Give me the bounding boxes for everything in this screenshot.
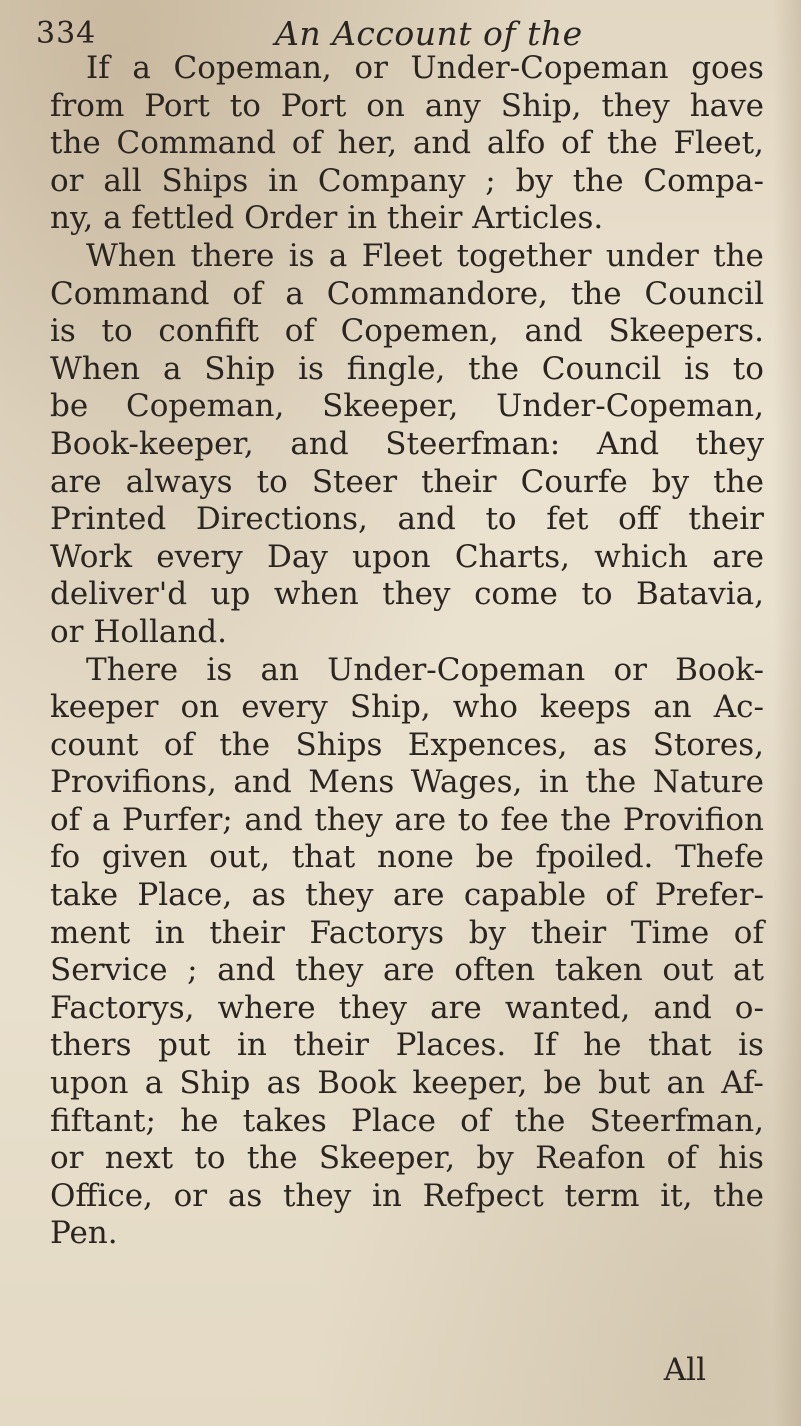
word: and: [290, 425, 349, 462]
word: deliver'd: [50, 576, 188, 613]
text-line: [50, 276, 764, 314]
word: Skeepers.: [608, 313, 764, 350]
word: alfo: [486, 125, 546, 162]
word: up: [210, 576, 251, 613]
word: as: [592, 726, 628, 763]
page-edge-shadow: [773, 0, 801, 1426]
word: as: [251, 877, 286, 914]
word: fingle,: [346, 350, 446, 387]
word: is: [298, 350, 324, 387]
text-line: [50, 1027, 764, 1065]
word: Council: [644, 275, 764, 312]
word: to: [732, 350, 764, 387]
word: of: [284, 313, 315, 350]
word: a: [285, 275, 304, 312]
word: or: [50, 1140, 84, 1177]
word: Ship: [179, 1065, 251, 1102]
word: If: [532, 1027, 557, 1064]
word: keeper,: [412, 1065, 528, 1102]
word: an: [260, 651, 299, 688]
word: off: [618, 501, 659, 538]
word: the: [246, 1140, 298, 1177]
word: If: [86, 50, 110, 86]
word: of: [232, 275, 263, 312]
word: Copemen,: [340, 313, 499, 350]
word: and: [653, 989, 712, 1026]
word: they: [382, 576, 451, 613]
word: given: [101, 839, 188, 876]
word: Charts,: [454, 538, 571, 575]
word: Port: [144, 87, 210, 124]
word: Expences,: [407, 726, 568, 763]
word: their: [209, 914, 285, 951]
word: to: [101, 313, 133, 350]
word: the: [468, 350, 519, 387]
text-line: [50, 952, 764, 990]
word: or: [50, 162, 84, 199]
word: Mens: [308, 764, 395, 801]
word: goes: [691, 50, 764, 86]
word: Courfe: [520, 463, 628, 500]
text-line: [50, 877, 764, 915]
word: Ships: [295, 726, 383, 763]
word: her,: [337, 125, 398, 162]
word: Ship: [204, 350, 276, 387]
word: are: [382, 952, 435, 989]
word: of: [460, 1102, 491, 1139]
word: is: [738, 1027, 764, 1064]
word: on: [366, 87, 405, 124]
text-line: [50, 1140, 764, 1178]
word: the: [713, 463, 764, 500]
word: Printed: [50, 501, 167, 538]
word: to: [194, 1140, 226, 1177]
word: When: [50, 350, 141, 387]
word: be: [475, 839, 514, 876]
text-line: [50, 764, 764, 802]
text-line: [50, 501, 764, 539]
word: by: [476, 1140, 514, 1177]
word: that: [648, 1027, 712, 1064]
word: Place,: [137, 877, 233, 914]
word: are: [430, 989, 482, 1026]
word: he: [583, 1027, 622, 1064]
word: the: [50, 125, 101, 162]
word: and: [217, 952, 276, 989]
word: an: [666, 1065, 705, 1102]
text-line: [50, 689, 764, 727]
word: put: [158, 1027, 211, 1064]
text-line: [50, 990, 764, 1028]
word: is: [288, 237, 315, 274]
word: ;: [485, 162, 496, 199]
word: in: [154, 914, 185, 951]
word: the: [585, 764, 637, 801]
word: of: [163, 726, 194, 763]
word: every: [156, 538, 243, 575]
word: every: [241, 689, 328, 726]
word: but: [597, 1065, 651, 1102]
text-line: [50, 50, 764, 88]
word: are: [712, 538, 764, 575]
word: are: [50, 463, 102, 500]
word: in: [268, 162, 299, 199]
text-line: [50, 464, 764, 502]
word: Ship,: [349, 689, 431, 726]
word: of: [666, 1140, 697, 1177]
word: Factorys,: [50, 989, 195, 1026]
word: as: [227, 1177, 263, 1214]
word: the: [713, 237, 764, 274]
word: and: [397, 501, 456, 538]
word: is: [50, 313, 76, 350]
word: Book-keeper,: [50, 425, 254, 462]
word: Reafon: [535, 1140, 646, 1177]
text-line: [50, 88, 764, 126]
word: he: [180, 1102, 219, 1139]
word: to: [457, 801, 489, 838]
word: Stores,: [652, 726, 764, 763]
word: Office,: [50, 1177, 153, 1214]
word: a: [144, 1065, 164, 1102]
word: fpoiled.: [535, 839, 654, 876]
word: always: [125, 463, 233, 500]
word: a: [328, 237, 348, 274]
text-line: [50, 163, 764, 201]
word: the: [514, 1102, 566, 1139]
word: Fleet: [361, 237, 443, 274]
word: they: [601, 87, 670, 124]
word: keeps: [539, 689, 632, 726]
word: Af-: [721, 1065, 764, 1102]
word: Company: [317, 162, 466, 199]
word: And: [596, 425, 660, 462]
word: by: [468, 914, 507, 951]
word: next: [104, 1140, 174, 1177]
word: to: [485, 501, 517, 538]
text-line: [50, 576, 764, 614]
word: or: [354, 50, 388, 86]
word: an: [653, 689, 692, 726]
text-line: [50, 1065, 764, 1103]
word: Book: [317, 1065, 397, 1102]
word: Provifion: [622, 801, 764, 838]
word: and: [524, 313, 583, 350]
word: When: [86, 237, 177, 274]
word: Work: [50, 538, 133, 575]
word: and: [233, 764, 292, 801]
word: Thefe: [675, 839, 764, 876]
word: come: [474, 576, 558, 613]
word: Command: [116, 125, 276, 162]
word: are: [392, 877, 445, 914]
word: that: [291, 839, 356, 876]
word: Skeeper,: [322, 388, 459, 425]
text-line: [50, 238, 764, 276]
text-line: [50, 839, 764, 877]
word: in: [538, 764, 569, 801]
word: Under-Copeman: [327, 651, 586, 688]
word: Under-Copeman,: [496, 388, 764, 425]
word: Copeman,: [173, 50, 332, 86]
word: Ships: [161, 162, 249, 199]
word: Council: [541, 350, 662, 387]
word: their: [421, 463, 497, 500]
word: Nature: [652, 764, 764, 801]
word: in: [371, 1177, 402, 1214]
word: and: [244, 801, 303, 838]
word: they: [695, 425, 764, 462]
text-line: ny, a fettled Order in their Articles.: [50, 200, 604, 237]
text-line: [50, 727, 764, 765]
word: Ac-: [713, 689, 764, 726]
word: they: [314, 801, 383, 838]
word: term: [564, 1177, 640, 1214]
catchword: All: [663, 1352, 706, 1388]
word: and: [412, 125, 472, 162]
page-number: 334: [36, 16, 97, 51]
text-line: [50, 313, 764, 351]
word: it,: [660, 1177, 693, 1214]
word: who: [452, 689, 518, 726]
body-text: [50, 50, 764, 1253]
word: Compa-: [643, 162, 764, 199]
text-line: [50, 388, 764, 426]
word: of: [561, 125, 592, 162]
word: wanted,: [504, 989, 631, 1026]
word: Steerfman,: [589, 1102, 764, 1139]
word: in: [236, 1027, 267, 1064]
word: or: [613, 651, 647, 688]
word: when: [273, 576, 359, 613]
word: Refpect: [422, 1177, 544, 1214]
word: is: [206, 651, 233, 688]
word: which: [594, 538, 689, 575]
word: they: [282, 1177, 352, 1214]
word: the: [570, 275, 622, 312]
word: Provifions,: [50, 764, 217, 801]
word: confift: [158, 313, 259, 350]
word: Time: [630, 914, 710, 951]
word: Prefer-: [654, 877, 764, 914]
word: there: [190, 237, 275, 274]
text-line: [50, 1178, 764, 1216]
word: There: [86, 651, 179, 688]
text-line: [50, 426, 764, 464]
word: are: [394, 801, 447, 838]
word: count: [50, 726, 139, 763]
word: at: [733, 952, 764, 989]
word: Service: [50, 952, 168, 989]
text-line: Pen.: [50, 1215, 118, 1252]
word: Places.: [395, 1027, 507, 1064]
word: or: [173, 1177, 208, 1214]
word: they: [295, 952, 364, 989]
word: fee: [500, 801, 549, 838]
word: none: [376, 839, 454, 876]
word: Wages,: [410, 764, 523, 801]
word: they: [305, 877, 374, 914]
word: the: [713, 1177, 764, 1214]
word: be: [50, 388, 89, 425]
word: any: [424, 87, 481, 124]
word: as: [266, 1065, 301, 1102]
word: on: [180, 689, 220, 726]
word: have: [689, 87, 764, 124]
word: the: [572, 162, 624, 199]
word: takes: [242, 1102, 327, 1139]
text-line: [50, 351, 764, 389]
word: fo: [50, 839, 81, 876]
word: Directions,: [195, 501, 368, 538]
word: upon: [352, 538, 431, 575]
word: they: [338, 989, 407, 1026]
text-line: [50, 125, 764, 163]
word: be: [543, 1065, 582, 1102]
word: fiftant;: [50, 1102, 156, 1139]
word: Steerfman:: [385, 425, 561, 462]
word: capable: [463, 877, 587, 914]
word: of: [291, 125, 322, 162]
word: Day: [267, 538, 328, 575]
word: keeper: [50, 689, 159, 726]
word: where: [217, 989, 316, 1026]
word: Port: [280, 87, 347, 124]
word: his: [718, 1140, 764, 1177]
word: Factorys: [309, 914, 445, 951]
word: a: [162, 350, 182, 387]
word: thers: [50, 1027, 132, 1064]
word: Commandore,: [326, 275, 548, 312]
word: the: [219, 726, 271, 763]
word: is: [684, 350, 710, 387]
text-line: [50, 539, 764, 577]
word: Purfer;: [122, 801, 233, 838]
text-line: [50, 1103, 764, 1141]
word: a: [132, 50, 151, 86]
word: Steer: [311, 463, 398, 500]
word: the: [606, 125, 658, 162]
word: under: [605, 237, 699, 274]
word: to: [229, 87, 261, 124]
word: fet: [546, 501, 589, 538]
word: ment: [50, 914, 131, 951]
text-line: [50, 802, 764, 840]
word: Command: [50, 275, 210, 312]
word: of: [50, 801, 81, 838]
word: taken: [554, 952, 643, 989]
text-line: [50, 652, 764, 690]
word: to: [256, 463, 288, 500]
word: Place: [350, 1102, 436, 1139]
word: out,: [209, 839, 271, 876]
word: Under-Copeman: [410, 50, 669, 86]
word: of: [605, 877, 636, 914]
text-line: [50, 915, 764, 953]
word: of: [733, 914, 764, 951]
word: by: [515, 162, 553, 199]
word: Fleet,: [673, 125, 764, 162]
word: the: [560, 801, 612, 838]
running-head: An Account of the: [275, 14, 583, 53]
word: together: [456, 237, 592, 274]
word: from: [50, 87, 125, 124]
word: by: [651, 463, 690, 500]
word: their: [293, 1027, 369, 1064]
word: Copeman,: [126, 388, 285, 425]
word: Skeeper,: [318, 1140, 456, 1177]
word: often: [454, 952, 536, 989]
text-line: or Holland.: [50, 613, 228, 650]
word: Book-: [675, 651, 764, 688]
word: a: [91, 801, 111, 838]
word: to: [581, 576, 613, 613]
word: Ship,: [500, 87, 582, 124]
word: take: [50, 877, 119, 914]
word: Batavia,: [636, 576, 764, 613]
word: all: [103, 162, 142, 199]
word: o-: [734, 989, 764, 1026]
word: ;: [187, 952, 198, 989]
word: upon: [50, 1065, 129, 1102]
word: out: [662, 952, 714, 989]
word: their: [530, 914, 607, 951]
word: their: [688, 501, 764, 538]
